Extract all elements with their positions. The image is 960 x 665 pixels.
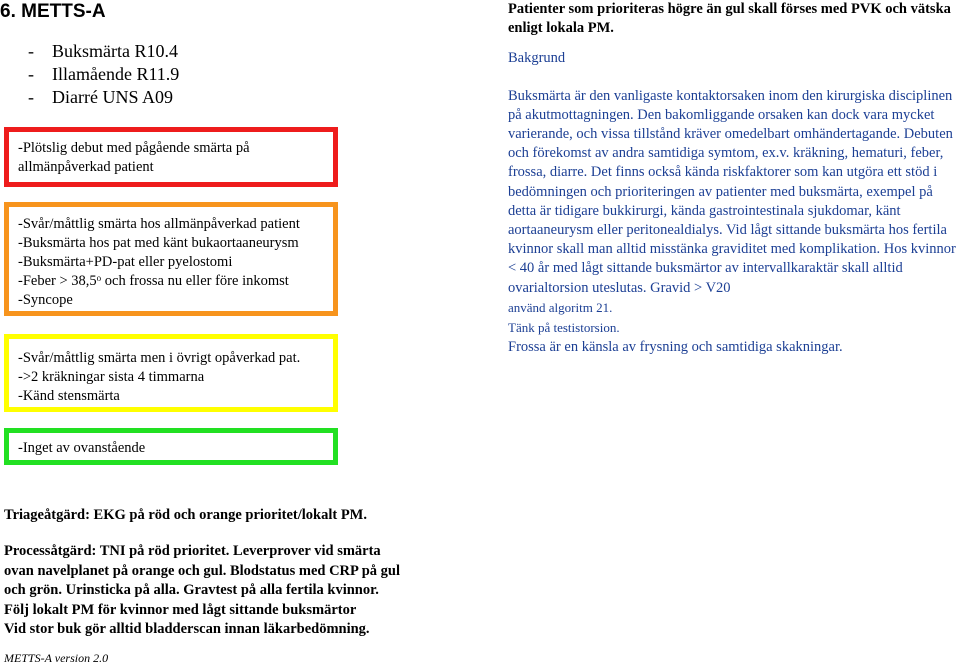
process-line: Vid stor buk gör alltid bladderscan innan läkarbedömning. — [4, 621, 370, 637]
criteria-line: -Buksmärta+PD-pat eller pyelostomi — [18, 254, 233, 270]
criteria-line: -Plötslig debut med pågående smärta på — [18, 140, 250, 156]
diagnosis-code-list — [28, 40, 179, 109]
background-paragraph — [508, 87, 960, 358]
diagnosis-code: Diarré UNS A09 — [52, 87, 173, 107]
process-line: Följ lokalt PM för kvinnor med lågt sittande buksmärtor — [4, 601, 357, 618]
criteria-line: ->2 kräkningar sista 4 timmarna — [18, 369, 205, 385]
frossa-definition: Frossa är en känsla av frysning och samtidiga skakningar. — [508, 339, 843, 356]
list-item: - Illamående R11.9 — [28, 64, 180, 84]
criteria-line: -Svår/måttlig smärta men i övrigt opåverkad pat. — [18, 350, 301, 366]
process-line: Processåtgärd: TNI på röd prioritet. Leverprover vid smärta — [4, 543, 381, 559]
process-action — [4, 542, 400, 640]
background-text: Buksmärta är den vanligaste kontaktorsaken inom den kirurgiska disciplinen på akutmottagningen. Den bakomliggande orsaken kan dock vara mycket varierande, och vissa tillstånd kräver omedelbart omhändertagande. Debuten och förekomst av andra samtidiga symtom, ex.v. kräkning, hematuri, feber, frossa, diarre. Det finns också kända riskfaktorer som kan utgöra ett stöd i bedömningen och prioriteringen av patienter med buksmärta, exempel på detta är tidigare bukkirurgi, kända gastrointestinala sjukdomar, känt aortaaneurysm eller peritonealdialys. Vid lågt sittande buksmärta hos fertila kvinnor skall man alltid misstänka graviditet med komplikation. Hos kvinnor < 40 år med lågt sittande buksmärtor av intervallkaraktär skall alltid ovarialtorsion uteslutas. Gravid > V20 — [508, 87, 956, 296]
criteria-line: -Buksmärta hos pat med känt bukaortaaneurysm — [18, 235, 299, 251]
list-item: - Diarré UNS A09 — [28, 87, 173, 107]
degree-superscript: o — [96, 273, 102, 283]
process-line: ovan navelplanet på orange och gul. Blodstatus med CRP på gul — [4, 562, 400, 579]
background-column — [508, 0, 960, 357]
testis-note: Tänk på testistorsion. — [508, 320, 620, 336]
priority-box-red — [4, 127, 338, 187]
page-title: 6. METTS-A — [0, 1, 106, 22]
process-line: och grön. Urinsticka på alla. Gravtest på alla fertila kvinnor. — [4, 582, 379, 598]
fever-text-cont: och frossa nu eller före inkomst — [101, 273, 289, 289]
diagnosis-code: Illamående R11.9 — [52, 64, 180, 84]
priority-note: Patienter som prioriteras högre än gul skall förses med PVK och vätska enligt lokala PM. — [508, 1, 951, 37]
criteria-line: -Syncope — [18, 292, 73, 308]
version-label: METTS-A version 2.0 — [4, 651, 109, 665]
algorithm-note: använd algoritm 21. — [508, 299, 613, 315]
priority-box-yellow — [4, 334, 338, 412]
priority-box-green — [4, 428, 338, 465]
criteria-line: allmänpåverkad patient — [18, 159, 154, 175]
background-heading: Bakgrund — [508, 50, 566, 67]
criteria-line: -Inget av ovanstående — [18, 440, 146, 456]
criteria-line: -Svår/måttlig smärta hos allmänpåverkad patient — [18, 216, 300, 232]
diagnosis-code: Buksmärta R10.4 — [52, 41, 178, 61]
list-item: - Buksmärta R10.4 — [28, 41, 178, 61]
criteria-line: -Känd stensmärta — [18, 388, 120, 404]
criteria-line — [18, 272, 333, 291]
triage-action: Triageåtgärd: EKG på röd och orange prioritet/lokalt PM. — [4, 507, 367, 523]
fever-text: -Feber > 38,5 — [18, 273, 97, 289]
priority-box-orange — [4, 202, 338, 316]
